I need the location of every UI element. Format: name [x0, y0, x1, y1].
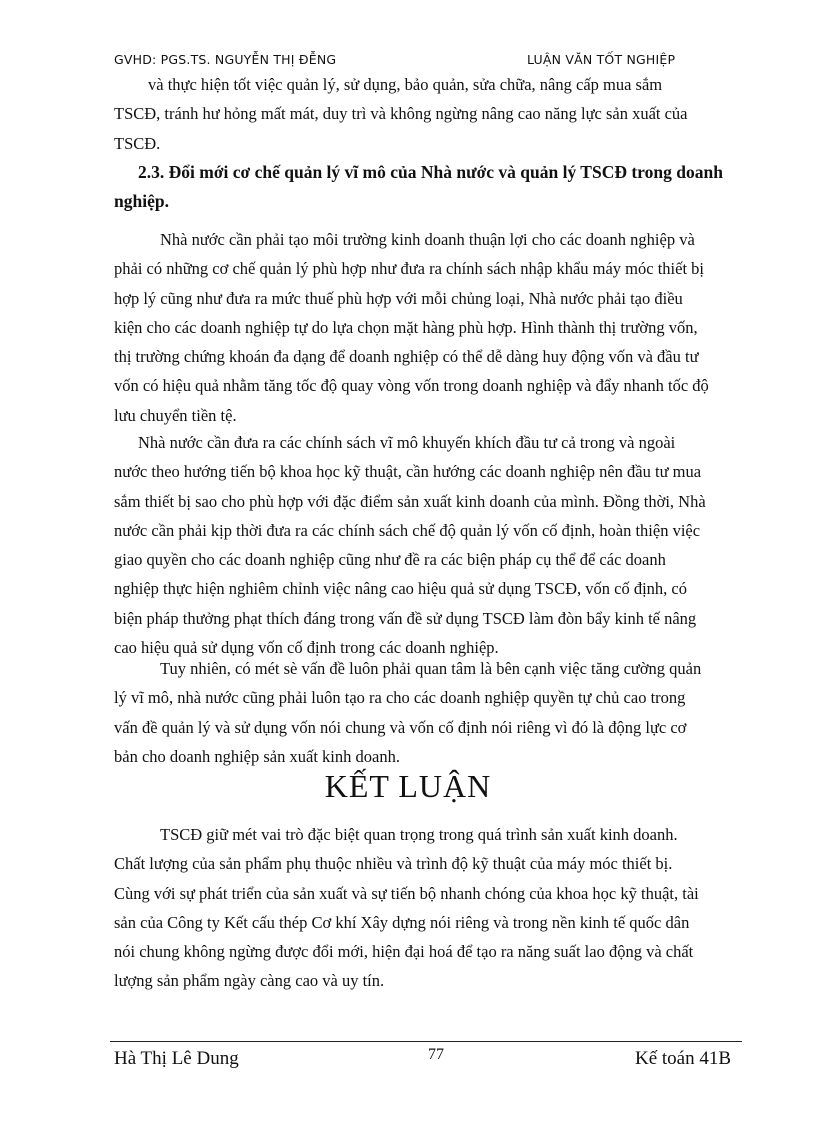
paragraph-1: [114, 225, 738, 430]
text-line: lý vĩ mô, nhà nước cũng phải luôn tạo ra cho các doanh nghiệp quyền tự chủ cao trong: [114, 688, 686, 708]
text-line: lưu chuyển tiền tệ.: [114, 405, 237, 425]
text-line: và thực hiện tốt việc quản lý, sử dụng, bảo quản, sửa chữa, nâng cấp mua sắm: [148, 75, 663, 94]
text-line: phải có những cơ chế quản lý phù hợp như đưa ra chính sách nhập khẩu máy móc thiết bị: [114, 259, 705, 279]
text-line: Chất lượng của sản phẩm phụ thuộc nhiều và trình độ kỹ thuật của máy móc thiết bị.: [114, 854, 673, 874]
text-line: nói chung không ngừng được đổi mới, hiện đại hoá để tạo ra năng suất lao động và chất: [114, 942, 694, 962]
text-line: nghiệp thực hiện nghiêm chỉnh việc nâng cao hiệu quả sử dụng TSCĐ, vốn cố định, có: [114, 579, 687, 599]
section-heading: [114, 158, 738, 217]
text-line: lượng sản phẩm ngày càng cao và uy tín.: [114, 971, 385, 991]
paragraph-3: [114, 654, 738, 771]
conclusion-title: KẾT LUẬN: [324, 768, 492, 804]
text-line: Nhà nước cần phải tạo môi trường kinh doanh thuận lợi cho các doanh nghiệp và: [160, 230, 695, 249]
intro-paragraph: [114, 70, 738, 158]
text-line: bản cho doanh nghiệp sản xuất kinh doanh.: [114, 746, 400, 766]
footer-divider: [110, 1041, 742, 1042]
text-line: TSCĐ.: [114, 133, 161, 153]
heading-line: 2.3. Đổi mới cơ chế quản lý vĩ mô của Nhà nước và quản lý TSCĐ trong doanh: [138, 162, 723, 182]
paragraph-2: [114, 428, 738, 662]
page-number: 77: [428, 1046, 444, 1063]
text-line: Tuy nhiên, có mét sè vấn đề luôn phải quan tâm là bên cạnh việc tăng cường quản: [160, 659, 702, 678]
text-line: nước cần phải kịp thời đưa ra các chính sách chế độ quản lý vốn cố định, hoàn thiện việc: [114, 520, 701, 540]
text-line: giao quyền cho các doanh nghiệp cũng như đề ra các biện pháp cụ thể để các doanh: [114, 550, 666, 570]
text-line: kiện cho các doanh nghiệp tự do lựa chọn mặt hàng phù hợp. Hình thành thị trường vốn,: [114, 317, 698, 337]
heading-line: nghiệp.: [114, 191, 169, 212]
header-advisor: GVHD: PGS.TS. NGUYỄN THỊ ĐỄNG: [114, 52, 337, 67]
text-line: sắm thiết bị sao cho phù hợp với đặc điểm sản xuất kinh doanh của mình. Đồng thời, Nhà: [114, 491, 706, 511]
text-line: Nhà nước cần đưa ra các chính sách vĩ mô khuyến khích đầu tư cả trong và ngoài: [138, 433, 676, 452]
text-line: thị trường chứng khoán đa dạng để doanh nghiệp có thể dễ dàng huy động vốn và đầu tư: [114, 347, 699, 367]
text-line: sản của Công ty Kết cấu thép Cơ khí Xây dựng nói riêng và trong nền kinh tế quốc dân: [114, 912, 690, 932]
footer-class: Kế toán 41B: [635, 1048, 732, 1069]
text-line: Cùng với sự phát triển của sản xuất và sự tiến bộ nhanh chóng của khoa học kỹ thuật, tài: [114, 883, 699, 903]
text-line: hợp lý cũng như đưa ra mức thuế phù hợp với mỗi chủng loại, Nhà nước phải tạo điều: [114, 288, 683, 308]
text-line: vốn có hiệu quả nhằm tăng tốc độ quay vòng vốn trong doanh nghiệp và đẩy nhanh tốc độ: [114, 376, 709, 396]
text-line: TSCĐ, tránh hư hỏng mất mát, duy trì và không ngừng nâng cao năng lực sản xuất của: [114, 104, 688, 124]
text-line: cao hiệu quả sử dụng vốn cố định trong các doanh nghiệp.: [114, 638, 499, 658]
text-line: biện pháp thưởng phạt thích đáng trong vấn đề sử dụng TSCĐ làm đòn bẩy kinh tế nâng: [114, 608, 697, 628]
footer-author: Hà Thị Lê Dung: [114, 1048, 239, 1069]
header-thesis-title: LUẬN VĂN TỐT NGHIỆP: [527, 52, 676, 67]
text-line: vấn đề quản lý và sử dụng vốn nói chung và vốn cố định nói riêng vì đó là động lực cơ: [114, 717, 687, 737]
text-line: nước theo hướng tiến bộ khoa học kỹ thuật, cần hướng các doanh nghiệp nên đầu tư mua: [114, 462, 702, 482]
conclusion-paragraph: [114, 820, 738, 996]
text-line: TSCĐ giữ mét vai trò đặc biệt quan trọng trong quá trình sản xuất kinh doanh.: [160, 825, 678, 844]
